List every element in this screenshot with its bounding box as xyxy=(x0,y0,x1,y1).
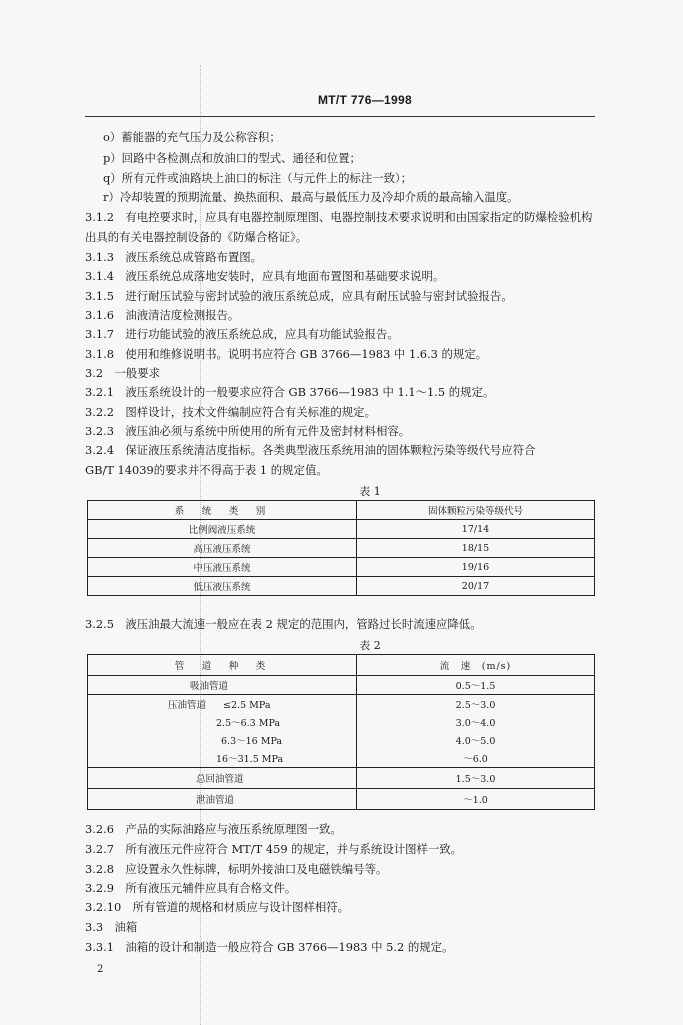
table-row xyxy=(88,749,595,768)
list-item-o: o）蓄能器的充气压力及公称容积； xyxy=(103,130,281,144)
clause-3-2-6: 3.2.6 产品的实际油路应与液压系统原理图一致。 xyxy=(85,822,342,836)
clause-3-2-9: 3.2.9 所有液压元辅件应具有合格文件。 xyxy=(85,881,297,895)
table2-header-type: 管 道 种 类 xyxy=(88,655,357,676)
clause-3-1-2-cont: 出具的有关电器控制设备的《防爆合格证》。 xyxy=(85,230,308,244)
table1-header-code: 固体颗粒污染等级代号 xyxy=(357,501,595,520)
table2-pressure-range: ≤2.5 MPa xyxy=(223,700,271,711)
table-row xyxy=(88,577,595,596)
table2-suction-value: 0.5～1.5 xyxy=(357,676,595,695)
clause-3-2-2: 3.2.2 图样设计，技术文件编制应符合有关标准的规定。 xyxy=(85,405,376,419)
clause-3-1-8: 3.1.8 使用和维修说明书。说明书应符合 GB 3766—1983 中 1.6.3 的规定。 xyxy=(85,347,488,361)
table2-drain-value: ～1.0 xyxy=(357,789,595,810)
table2-pressure-value: ～6.0 xyxy=(357,749,595,768)
clause-3-1-7: 3.1.7 进行功能试验的液压系统总成，应具有功能试验报告。 xyxy=(85,327,399,341)
table1-cell: 高压液压系统 xyxy=(88,539,357,558)
clause-3-1-6: 3.1.6 油液清洁度检测报告。 xyxy=(85,308,240,322)
page-number: 2 xyxy=(97,964,104,975)
table2-drain-label: 泄油管道 xyxy=(88,789,357,810)
table1-cell: 中压液压系统 xyxy=(88,558,357,577)
table1-cell: 20/17 xyxy=(357,577,595,596)
clause-3-2-4-cont: GB/T 14039的要求并不得高于表 1 的规定值。 xyxy=(85,463,328,477)
table2-suction-label: 吸油管道 xyxy=(88,676,357,695)
table2-pressure-range: 2.5～6.3 MPa xyxy=(88,713,357,731)
table1 xyxy=(87,500,595,596)
section-3-2: 3.2 一般要求 xyxy=(85,366,161,380)
clause-3-1-4: 3.1.4 液压系统总成落地安装时，应具有地面布置图和基础要求说明。 xyxy=(85,269,445,283)
list-item-p: p）回路中各检测点和放油口的型式、通径和位置； xyxy=(103,151,361,165)
table-row xyxy=(88,713,595,731)
table-row xyxy=(88,731,595,749)
table1-cell: 低压液压系统 xyxy=(88,577,357,596)
clause-3-1-3: 3.1.3 液压系统总成管路布置图。 xyxy=(85,250,263,264)
clause-3-2-4: 3.2.4 保证液压系统清洁度指标。各类典型液压系统用油的固体颗粒污染等级代号应符合 xyxy=(85,443,536,457)
table2 xyxy=(87,654,595,810)
clause-3-2-7: 3.2.7 所有液压元件应符合 MT/T 459 的规定，并与系统设计图样一致。 xyxy=(85,842,463,856)
table2-pressure-label: 压油管道 xyxy=(168,700,207,711)
table1-cell: 比例阀液压系统 xyxy=(88,520,357,539)
table2-return-label: 总回油管道 xyxy=(88,768,357,789)
table-row xyxy=(88,558,595,577)
table2-pressure-range: 16～31.5 MPa xyxy=(88,749,357,768)
clause-3-1-2: 3.1.2 有电控要求时，应具有电器控制原理图、电器控制技术要求说明和由国家指定的防爆检验机构 xyxy=(85,210,593,224)
table2-pressure-range: 6.3～16 MPa xyxy=(88,731,357,749)
table2-pressure-value: 2.5～3.0 xyxy=(357,695,595,714)
table-row xyxy=(88,768,595,789)
list-item-q: q）所有元件或油路块上油口的标注（与元件上的标注一致）； xyxy=(103,171,413,185)
clause-3-2-10: 3.2.10 所有管道的规格和材质应与设计图样相符。 xyxy=(85,900,350,914)
table-row xyxy=(88,789,595,810)
table2-header-velocity: 流 速 (m/s) xyxy=(357,655,595,676)
table-row xyxy=(88,695,595,714)
list-item-r: r）冷却装置的预期流量、换热面积、最高与最低压力及冷却介质的最高输入温度。 xyxy=(103,190,519,204)
section-3-3: 3.3 油箱 xyxy=(85,920,138,934)
table2-return-value: 1.5～3.0 xyxy=(357,768,595,789)
table-row xyxy=(88,520,595,539)
clause-3-1-5: 3.1.5 进行耐压试验与密封试验的液压系统总成，应具有耐压试验与密封试验报告。 xyxy=(85,289,513,303)
table1-caption: 表 1 xyxy=(359,485,381,498)
table2-caption: 表 2 xyxy=(359,639,381,652)
table-row xyxy=(88,676,595,695)
clause-3-2-5: 3.2.5 液压油最大流速一般应在表 2 规定的范围内，管路过长时流速应降低。 xyxy=(85,617,482,631)
table1-cell: 19/16 xyxy=(357,558,595,577)
clause-3-2-3: 3.2.3 液压油必须与系统中所使用的所有元件及密封材料相容。 xyxy=(85,424,411,438)
page-header-standard: MT/T 776—1998 xyxy=(318,93,412,107)
table-row xyxy=(88,539,595,558)
table1-cell: 18/15 xyxy=(357,539,595,558)
clause-3-2-8: 3.2.8 应设置永久性标牌，标明外接油口及电磁铁编号等。 xyxy=(85,862,388,876)
table1-cell: 17/14 xyxy=(357,520,595,539)
table2-pressure-value: 4.0～5.0 xyxy=(357,731,595,749)
clause-3-3-1: 3.3.1 油箱的设计和制造一般应符合 GB 3766—1983 中 5.2 的规定。 xyxy=(85,940,454,954)
table1-header-category: 系 统 类 别 xyxy=(88,501,357,520)
header-rule xyxy=(85,116,595,117)
table2-pressure-value: 3.0～4.0 xyxy=(357,713,595,731)
clause-3-2-1: 3.2.1 液压系统设计的一般要求应符合 GB 3766—1983 中 1.1～1.5 的规定。 xyxy=(85,385,495,399)
